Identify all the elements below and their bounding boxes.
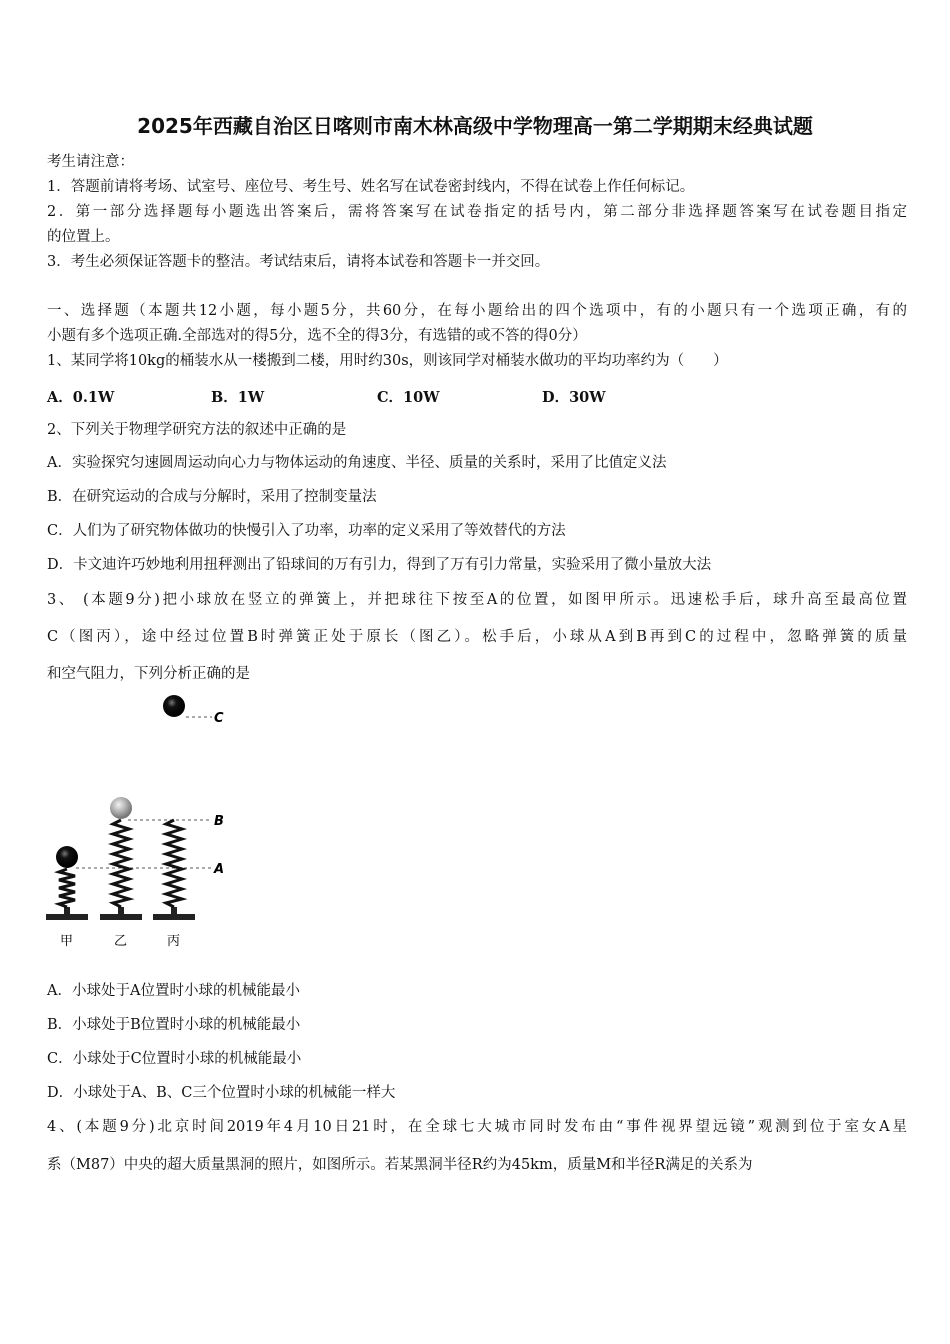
notice-heading: 考生请注意： bbox=[47, 154, 134, 170]
notice-item-2: 2．第一部分选择题每小题选出答案后，需将答案写在试卷指定的括号内，第二部分非选择题答案写在试卷题目指定 bbox=[47, 204, 907, 220]
q1-option-c: C．10W bbox=[377, 389, 440, 406]
q3-option-b: B．小球处于B位置时小球的机械能最小 bbox=[47, 1017, 301, 1033]
q2-option-c: C．人们为了研究物体做功的快慢引入了功率，功率的定义采用了等效替代的方法 bbox=[47, 523, 566, 539]
caption-bing: 丙 bbox=[167, 934, 181, 949]
notice-item-2-cont: 的位置上。 bbox=[47, 229, 120, 245]
spring-yi bbox=[100, 797, 142, 920]
page-title: 2025年西藏自治区日喀则市南木林高级中学物理高一第二学期期末经典试题 bbox=[137, 114, 813, 138]
q2-option-a: A．实验探究匀速圆周运动向心力与物体运动的角速度、半径、质量的关系时，采用了比值定义法 bbox=[47, 455, 667, 471]
question-3-line3: 和空气阻力，下列分析正确的是 bbox=[47, 666, 250, 682]
notice-item-1: 1．答题前请将考场、试室号、座位号、考生号、姓名写在试卷密封线内，不得在试卷上作任何标记。 bbox=[47, 179, 695, 195]
q3-option-d: D．小球处于A、B、C三个位置时小球的机械能一样大 bbox=[47, 1085, 396, 1101]
caption-yi: 乙 bbox=[114, 934, 128, 949]
question-2-stem: 2、下列关于物理学研究方法的叙述中正确的是 bbox=[47, 422, 347, 438]
caption-jia: 甲 bbox=[60, 934, 74, 949]
q2-option-d: D．卡文迪许巧妙地利用扭秤测出了铅球间的万有引力，得到了万有引力常量，实验采用了微小量放大法 bbox=[47, 557, 712, 573]
q3-option-c: C．小球处于C位置时小球的机械能最小 bbox=[47, 1051, 302, 1067]
spring-bing bbox=[153, 820, 195, 920]
question-4-line1: 4、(本题9分)北京时间2019年4月10日21时，在全球七大城市同时发布由“事件视界望远镜”观测到位于室女A星 bbox=[47, 1119, 907, 1135]
section-heading-line2: 小题有多个选项正确.全部选对的得5分，选不全的得3分，有选错的或不答的得0分） bbox=[47, 328, 587, 344]
label-c: C bbox=[214, 711, 224, 726]
section-heading-line1: 一、选择题（本题共12小题，每小题5分，共60分，在每小题给出的四个选项中，有的小题只有一个选项正确，有的 bbox=[47, 303, 907, 319]
q2-option-b: B．在研究运动的合成与分解时，采用了控制变量法 bbox=[47, 489, 377, 505]
question-3-line2: C（图丙），途中经过位置B时弹簧正处于原长（图乙）。松手后，小球从A到B再到C的过程中，忽略弹簧的质量 bbox=[47, 629, 907, 645]
label-b: B bbox=[214, 814, 224, 829]
q1-option-b: B．1W bbox=[211, 389, 265, 406]
question-3-line1: 3、 (本题9分)把小球放在竖立的弹簧上，并把球往下按至A的位置，如图甲所示。迅速松手后，球升高至最高位置 bbox=[47, 592, 907, 608]
notice-item-3: 3．考生必须保证答题卡的整洁。考试结束后，请将本试卷和答题卡一并交回。 bbox=[47, 254, 550, 270]
spring-ball-figure bbox=[40, 688, 240, 953]
question-4-line2: 系（M87）中央的超大质量黑洞的照片，如图所示。若某黑洞半径R约为45km，质量M和半径R满足的关系为 bbox=[47, 1157, 753, 1173]
question-1-stem: 1、某同学将10kg的桶装水从一楼搬到二楼，用时约30s，则该同学对桶装水做功的平均功率约为（ ） bbox=[47, 353, 728, 369]
q1-option-d: D．30W bbox=[542, 389, 606, 406]
ball-at-c bbox=[163, 695, 185, 717]
q3-option-a: A．小球处于A位置时小球的机械能最小 bbox=[47, 983, 300, 999]
q1-option-a: A．0.1W bbox=[47, 389, 115, 406]
label-a: A bbox=[214, 862, 225, 877]
spring-jia bbox=[46, 846, 88, 920]
